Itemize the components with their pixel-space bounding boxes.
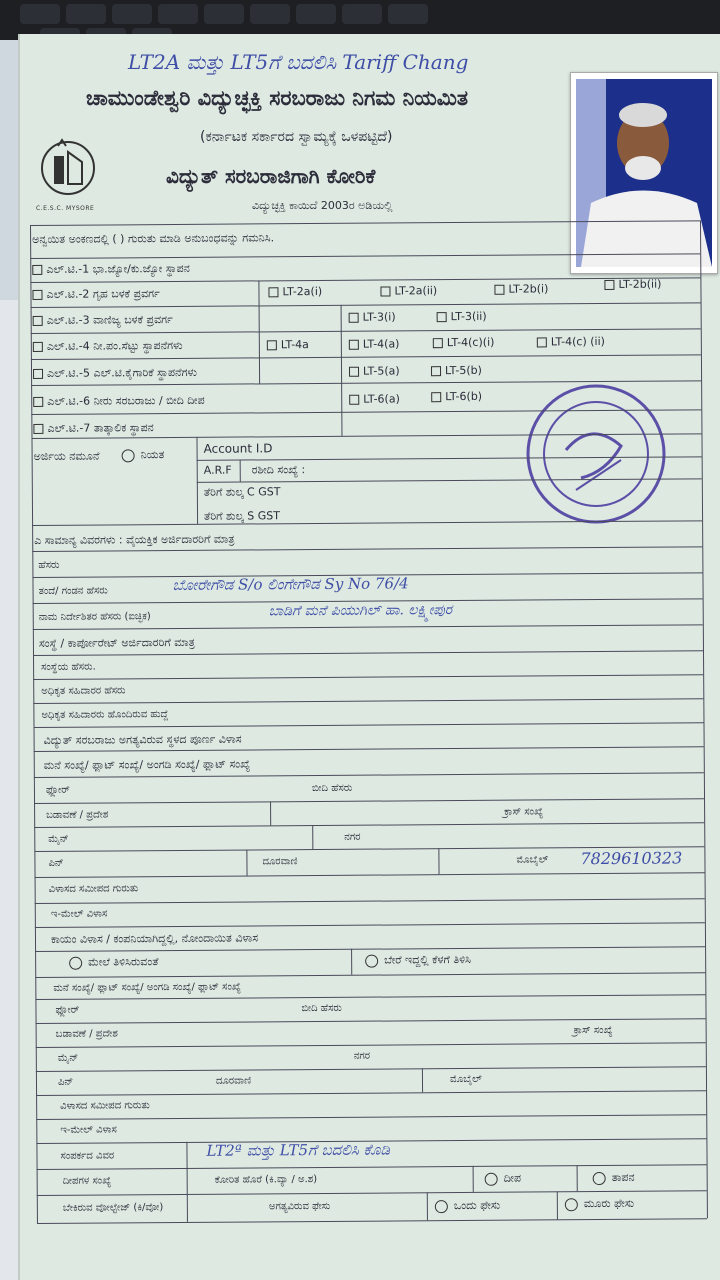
keyboard-key <box>296 4 336 24</box>
form-border <box>427 1192 428 1220</box>
tariff-label: ಎಲ್.ಟಿ.-1 ಭಾ.ಜ್ಯೋ/ಕು.ಜ್ಯೋ ಸ್ಥಾಪನ <box>46 261 190 276</box>
cesc-logo <box>38 138 98 206</box>
cross-label-2: ಕ್ರಾಸ್ ಸಂಖ್ಯೆ <box>573 1024 613 1037</box>
tariff-lt1-checkbox[interactable] <box>32 262 190 277</box>
form-border <box>240 460 241 482</box>
form-border <box>33 698 703 704</box>
act-reference: ವಿದ್ಯುಚ್ಛಕ್ತಿ ಕಾಯಿದೆ 2003ರ ಅಡಿಯಲ್ಲಿ <box>252 199 393 212</box>
keyboard-key <box>112 4 152 24</box>
area-label-2: ಬಡಾವಣೆ / ಪ್ರದೇಶ <box>55 1028 118 1040</box>
floor-label-2: ಫ್ಲೋರ್ <box>55 1004 80 1016</box>
form-title: ವಿದ್ಯುತ್ ಸರಬರಾಜಿಗಾಗಿ ಕೋರಿಕೆ <box>166 164 376 188</box>
tariff-label: ಎಲ್.ಟಿ.-5 ಎಲ್.ಟಿ.ಕೈಗಾರಿಕೆ ಸ್ಥಾಪನೆಗಳು <box>46 365 198 380</box>
city-label-2: ನಗರ <box>353 1050 371 1062</box>
tariff-lt5-checkbox[interactable] <box>33 366 197 381</box>
permanent-address-heading: ಕಾಯಂ ವಿಳಾಸ / ಕಂಪನಿಯಾಗಿದ್ದಲ್ಲಿ, ನೋಂದಾಯಿತ ವಿಳಾಸ <box>50 931 259 946</box>
keyboard-key <box>20 4 60 24</box>
city-label: ನಗರ <box>344 831 361 843</box>
cross-label: ಕ್ರಾಸ್ ಸಂಖ್ಯೆ <box>504 806 544 818</box>
instruction-text: ಅನ್ವಯಿತ ಅಂಕಣದಲ್ಲಿ ( ) ಗುರುತು ಮಾಡಿ ಅನುಬಂಧವನ್ನು ಗಮನಿಸಿ. <box>32 231 275 246</box>
application-type-regular[interactable]: ನಿಯತ <box>122 448 165 462</box>
requested-load-label: ಕೋರಿತ ಹೊರೆ (ಕಿ.ವ್ಯಾ / ಅ.ಶ) <box>214 1174 318 1186</box>
mobile-value: 7829610323 <box>580 848 683 869</box>
logo-caption: C.E.S.C. MYSORE <box>36 205 95 212</box>
option-lt4c-ii[interactable]: LT-4(c) (ii) <box>537 335 605 348</box>
form-border <box>422 1068 423 1092</box>
keyboard-key <box>66 4 106 24</box>
lamp-radio[interactable]: ದೀಪ <box>485 1172 521 1186</box>
keyboard-key <box>342 4 382 24</box>
landmark-label: ವಿಳಾಸದ ಸಮೀಪದ ಗುರುತು <box>48 883 139 895</box>
form-border <box>34 772 704 778</box>
keyboard-key <box>158 4 198 24</box>
option-lt3-i[interactable]: LT-3(i) <box>349 310 396 323</box>
form-border <box>36 1090 706 1096</box>
form-border <box>33 674 703 680</box>
form-border <box>31 354 701 360</box>
form-border <box>246 849 247 875</box>
general-section-heading: ಎ ಸಾಮಾನ್ಯ ವಿವರಗಳು : ವೈಯಕ್ತಿಕ ಅರ್ಜಿದಾರರಿಗೆ ಮಾತ್ರ <box>34 532 235 547</box>
form-border <box>33 650 703 656</box>
form-border <box>186 1142 188 1222</box>
receipt-no-label: ರಶೀದಿ ಸಂಖ್ಯೆ : <box>251 463 306 477</box>
form-border <box>35 872 705 878</box>
form-border <box>35 994 705 1000</box>
tariff-label: ಎಲ್.ಟಿ.-3 ವಾಣಿಜ್ಯ ಬಳಕೆ ಪ್ರವರ್ಗ <box>46 313 173 327</box>
pin-label: ಪಿನ್ <box>48 857 64 869</box>
auth-post-label: ಅಧಿಕೃತ ಸಹಿದಾರರು ಹೊಂದಿರುವ ಹುದ್ದೆ <box>41 709 169 721</box>
option-lt6a[interactable]: LT-6(a) <box>349 392 400 405</box>
form-border <box>30 253 700 259</box>
father-name-label: ತಂದೆ/ ಗಂಡನ ಹೆಸರು <box>38 585 108 597</box>
form-border <box>31 409 701 415</box>
option-lt4-a[interactable]: LT-4(a) <box>349 337 400 350</box>
form-border <box>30 277 700 283</box>
account-id-label: Account I.D <box>203 441 273 456</box>
house-no-label: ಮನೆ ಸಂಖ್ಯೆ/ ಫ್ಲಾಟ್ ಸಂಖ್ಯೆ/ ಅಂಗಡಿ ಸಂಖ್ಯೆ/ ಫ್ಲಾಟ್ ಸಂಖ್ಯೆ <box>43 757 251 772</box>
form-border <box>557 1191 558 1219</box>
email-label-2: ಇ-ಮೇಲ್ ವಿಳಾಸ <box>60 1124 117 1136</box>
form-border <box>196 437 198 524</box>
keyboard-key <box>250 4 290 24</box>
form-border <box>36 1114 706 1120</box>
floor-label: ಫ್ಲೋರ್ <box>45 784 70 796</box>
sgst-label: ತೆರಿಗೆ ಶುಲ್ಕ S GST <box>203 509 280 523</box>
option-lt2b-ii[interactable]: LT-2b(ii) <box>604 278 661 291</box>
tariff-label: ಎಲ್.ಟಿ.-2 ಗೃಹ ಬಳಕೆ ಪ್ರವರ್ಗ <box>46 287 160 301</box>
application-form <box>30 220 709 1225</box>
father-name-value: ಬೋರೇಗೌಡ S/o ಲಿಂಗೇಗೌಡ Sy No 76/4 <box>172 574 409 595</box>
single-phase-radio[interactable]: ಒಂದು ಫೇಸು <box>435 1199 500 1213</box>
auth-signatory-label: ಅಧಿಕೃತ ಸಹಿದಾರರ ಹೆಸರು <box>41 685 126 697</box>
area-label: ಬಡಾವಣೆ / ಪ್ರದೇಶ <box>46 809 109 821</box>
form-border <box>35 972 705 978</box>
nominee-label: ನಾಮ ನಿರ್ದೇಶಿತರ ಹೆಸರು (ಐಚ್ಛಿಕ) <box>38 611 151 623</box>
form-border <box>36 1018 706 1024</box>
nominee-value: ಬಾಡಿಗೆ ಮನೆ ಪಿಯುಗಿಲ್ ಹಾ. ಲಕ್ಷ್ಮೀಪುರ <box>268 602 453 620</box>
form-border <box>341 305 343 436</box>
tariff-lt2-checkbox[interactable] <box>32 287 159 302</box>
option-lt2a-i[interactable]: LT-2a(i) <box>268 285 322 298</box>
form-border <box>312 825 313 849</box>
company-name: ಚಾಮುಂಡೇಶ್ವರಿ ವಿದ್ಯುಚ್ಛಕ್ತಿ ಸರಬರಾಜು ನಿಗಮ ನಿಯಮಿತ <box>86 86 469 110</box>
form-border <box>35 946 705 952</box>
keyboard-key <box>204 4 244 24</box>
form-border <box>31 380 701 386</box>
form-border <box>438 848 439 874</box>
application-type-label: ಅರ್ಜಿಯ ನಮೂನೆ <box>33 449 100 463</box>
form-border <box>197 456 702 461</box>
connection-details-label: ಸಂಪರ್ಕದ ವಿವರ <box>60 1150 115 1162</box>
tariff-label: ಎಲ್.ಟಿ.-7 ತಾತ್ಕಾಲಿಕ ಸ್ಥಾಪನ <box>47 421 154 435</box>
form-border <box>31 328 701 334</box>
arf-label: A.R.F <box>203 463 232 477</box>
tariff-lt4-checkbox[interactable] <box>33 339 183 354</box>
option-lt2a-ii[interactable]: LT-2a(ii) <box>380 284 437 297</box>
phone-label: ದೂರವಾಣಿ <box>262 856 298 868</box>
form-border <box>35 922 705 928</box>
email-label: ಇ-ಮೇಲ್ ವಿಳಾಸ <box>50 908 108 920</box>
org-name-label: ಸಂಸ್ಥೆಯ ಹೆಸರು. <box>41 661 96 673</box>
option-lt4c-i[interactable]: LT-4(c)(i) <box>433 336 495 349</box>
form-border <box>34 722 704 728</box>
mobile-label: ಮೊಬೈಲ್ <box>516 854 549 866</box>
option-lt5b[interactable]: LT-5(b) <box>431 364 482 377</box>
house-no-label-2: ಮನೆ ಸಂಖ್ಯೆ/ ಫ್ಲಾಟ್ ಸಂಖ್ಯೆ/ ಅಂಗಡಿ ಸಂಖ್ಯೆ/ ಫ್ಲಾಟ್ ಸಂಖ್ಯೆ <box>53 981 241 994</box>
name-label: ಹೆಸರು <box>38 559 60 571</box>
other-address-radio[interactable]: ಬೇರೆ ಇದ್ದಲ್ಲಿ ಕೆಳಗೆ ತಿಳಿಸಿ <box>365 953 471 968</box>
tariff-label: ಎಲ್.ಟಿ.-4 ನೀ.ಪಂ.ಸೆಟ್ಟು ಸ್ಥಾಪನೆಗಳು <box>46 338 183 353</box>
form-border <box>32 520 702 526</box>
option-lt4a[interactable]: LT-4a <box>267 338 309 351</box>
form-border <box>37 1190 707 1196</box>
company-section-heading: ಸಂಸ್ಥೆ / ಕಾರ್ಪೋರೇಟ್ ಅರ್ಜಿದಾರರಿಗೆ ಮಾತ್ರ <box>38 635 195 650</box>
heating-radio[interactable]: ತಾಪನ <box>593 1171 635 1185</box>
form-border <box>31 302 701 308</box>
main-label-2: ಮೈನ್ <box>57 1052 79 1064</box>
landmark-label-2: ವಿಳಾಸದ ಸಮೀಪದ ಗುರುತು <box>60 1100 150 1112</box>
form-border <box>35 898 705 904</box>
tariff-lt7-checkbox[interactable] <box>33 421 153 436</box>
tariff-label: ಎಲ್.ಟಿ.-6 ನೀರು ಸರಬರಾಜು / ಬೀದಿ ದೀಪ <box>47 393 205 408</box>
option-lt3-ii[interactable]: LT-3(ii) <box>437 310 487 323</box>
form-border <box>34 798 704 804</box>
tariff-lt6-checkbox[interactable] <box>33 394 204 409</box>
main-label: ಮೈನ್ <box>48 833 69 845</box>
pin-label-2: ಪಿನ್ <box>57 1076 74 1088</box>
option-lt5a[interactable]: LT-5(a) <box>349 364 400 377</box>
form-border <box>197 478 702 483</box>
address-section-heading: ವಿದ್ಯುತ್ ಸರಬರಾಜು ಅಗತ್ಯವಿರುವ ಸ್ಥಳದ ಪೂರ್ಣ ವಿಳಾಸ <box>43 732 242 747</box>
form-border <box>34 822 704 828</box>
connection-details-value: LT2ª ಮತ್ತು LT5ಗೆ ಬದಲಿಸಿ ಕೊಡಿ <box>206 1140 391 1160</box>
company-subtitle: (ಕರ್ನಾಟಕ ಸರ್ಕಾರದ ಸ್ವಾಮ್ಯಕ್ಕೆ ಒಳಪಟ್ಟಿದೆ) <box>200 129 393 145</box>
form-border <box>351 949 352 975</box>
street-label: ಬೀದಿ ಹೆಸರು <box>311 782 353 795</box>
form-border <box>36 1066 706 1072</box>
keyboard-key <box>388 4 428 24</box>
option-lt6b[interactable]: LT-6(b) <box>431 390 482 403</box>
handwritten-note: LT2A ಮತ್ತು LT5ಗೆ ಬದಲಿಸಿ Tariff Chang <box>128 50 469 74</box>
street-label-2: ಬೀದಿ ಹೆಸರು <box>301 1002 342 1015</box>
form-border <box>37 1164 707 1170</box>
option-lt2b-i[interactable]: LT-2b(i) <box>494 282 548 295</box>
voltage-label: ಬೇಕಿರುವ ವೋಲ್ಟೇಜ್ (ಕಿ/ವೋ) <box>62 1202 164 1214</box>
form-border <box>577 1165 578 1191</box>
three-phase-radio[interactable]: ಮೂರು ಫೇಸು <box>565 1197 634 1211</box>
form-border <box>36 1042 706 1048</box>
cgst-label: ತೆರಿಗೆ ಶುಲ್ಕ C GST <box>203 485 281 499</box>
tariff-lt3-checkbox[interactable] <box>33 313 173 328</box>
form-border <box>270 801 271 825</box>
mobile-label-2: ಮೊಬೈಲ್ <box>449 1073 482 1086</box>
form-border <box>473 1166 474 1192</box>
same-as-above-radio[interactable]: ಮೇಲೆ ತಿಳಿಸಿರುವಂತೆ <box>69 955 158 970</box>
lamp-count-label: ದೀಪಗಳ ಸಂಖ್ಯೆ <box>62 1175 112 1187</box>
form-border <box>33 624 703 630</box>
phone-label-2: ದೂರವಾಣಿ <box>215 1075 252 1087</box>
phase-label: ಅಗತ್ಯವಿರುವ ಫೇಸು <box>268 1200 331 1213</box>
